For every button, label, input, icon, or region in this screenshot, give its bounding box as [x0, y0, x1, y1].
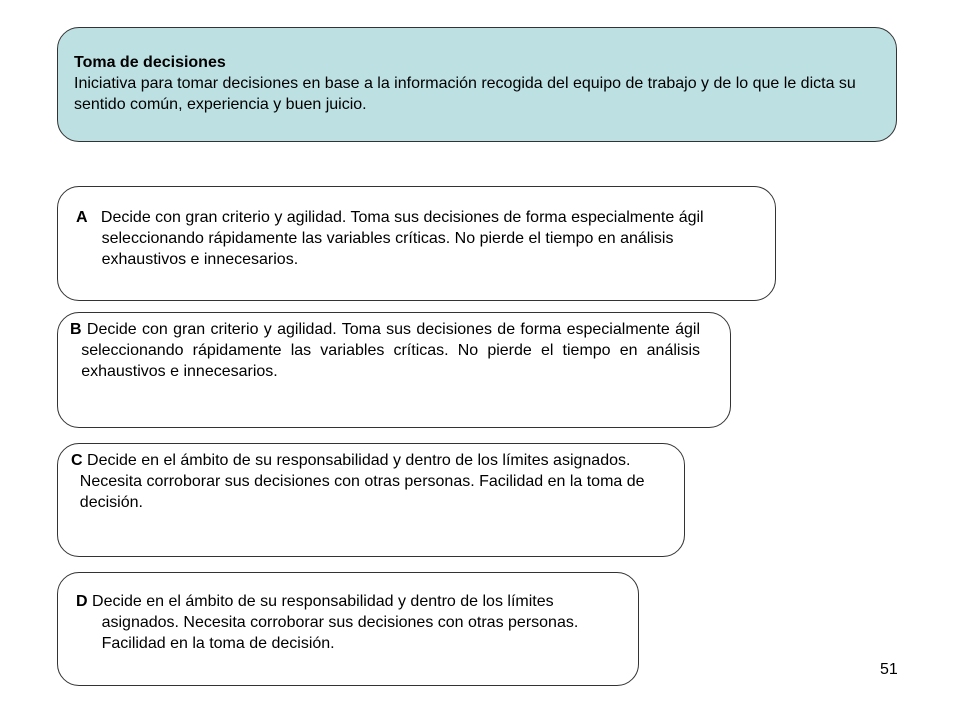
option-b-box[interactable]: [57, 312, 731, 428]
option-b-content: [70, 319, 700, 382]
option-b-text: Decide con gran criterio y agilidad. Toma sus decisiones de forma especialmente ágil seleccionando rápidamente las variables críticas. No pierde el tiempo en análisis exhaustivos e innecesarios.: [81, 321, 701, 380]
option-c-text: Decide en el ámbito de su responsabilidad y dentro de los límites asignados. Necesita corroborar sus decisiones con otras personas. Facilidad en la toma de decisión.: [79, 452, 645, 511]
option-a-letter: A: [76, 209, 88, 226]
option-c-box[interactable]: [57, 443, 685, 557]
option-c-content: [71, 450, 664, 513]
option-d-box[interactable]: [57, 572, 639, 686]
section-description: Iniciativa para tomar decisiones en base a la información recogida del equipo de trabajo y de lo que le dicta su sentido común, experiencia y buen juicio.: [74, 75, 856, 113]
header-box: [57, 27, 897, 142]
section-title: Toma de decisiones: [74, 54, 226, 71]
option-b-letter: B: [70, 321, 82, 338]
option-d-content: [76, 591, 618, 654]
option-c-letter: C: [71, 452, 83, 469]
option-a-content: [76, 207, 735, 270]
page-number: 51: [880, 661, 898, 678]
option-d-letter: D: [76, 593, 88, 610]
option-a-text: Decide con gran criterio y agilidad. Toma sus decisiones de forma especialmente ágil seleccionando rápidamente las variables críticas. No pierde el tiempo en análisis exhaustivos e innecesarios.: [100, 209, 704, 268]
option-a-box[interactable]: [57, 186, 776, 301]
option-d-text: Decide en el ámbito de su responsabilidad y dentro de los límites asignados. Necesita corroborar sus decisiones con otras personas. Facilidad en la toma de decisión.: [92, 593, 579, 652]
